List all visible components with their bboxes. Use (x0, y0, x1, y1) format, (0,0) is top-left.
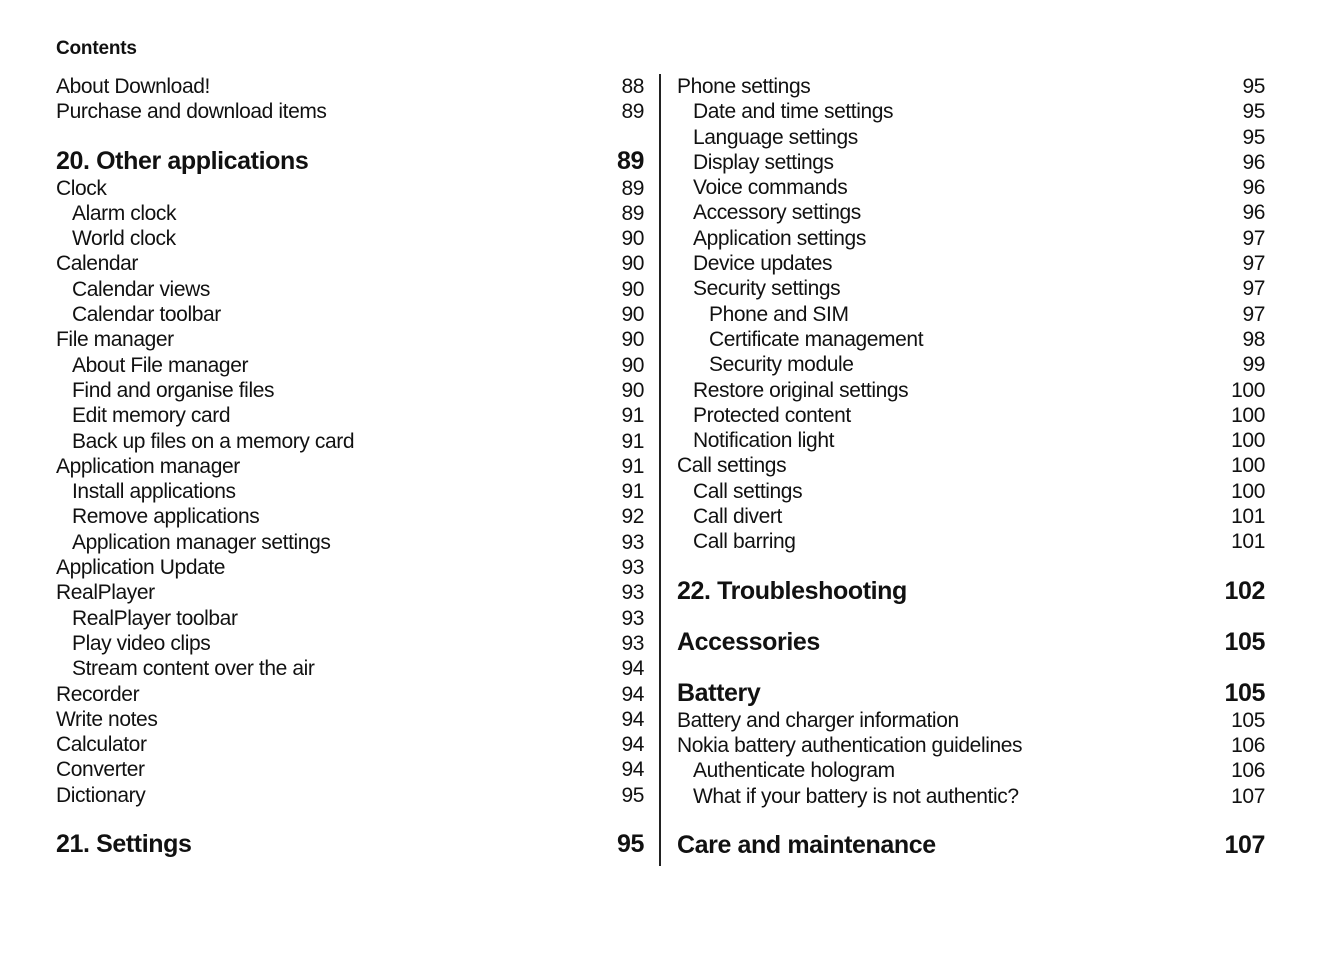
toc-entry-what-if-your-battery-is-not-authentic[interactable] (677, 784, 1265, 809)
toc-entry-calendar-views[interactable] (56, 277, 644, 302)
toc-page-number: 105 (1224, 627, 1265, 656)
toc-entry-title: About Download! (56, 75, 210, 98)
toc-entry-calculator[interactable] (56, 732, 644, 757)
toc-entry-battery-and-charger-information[interactable] (677, 708, 1265, 733)
toc-section-heading-accessories[interactable] (677, 627, 1265, 657)
toc-entry-title: Write notes (56, 707, 158, 731)
toc-page-number: 97 (1242, 252, 1265, 276)
toc-entry-title: Restore original settings (693, 378, 909, 402)
toc-page-number: 106 (1231, 733, 1265, 757)
toc-entry-purchase-and-download-items[interactable] (56, 99, 644, 124)
toc-entry-title: Phone and SIM (709, 302, 849, 326)
toc-page-number: 101 (1231, 505, 1265, 529)
toc-entry-alarm-clock[interactable] (56, 201, 644, 226)
toc-entry-title: Call settings (693, 479, 803, 503)
toc-entry-recorder[interactable] (56, 682, 644, 707)
toc-entry-title: Back up files on a memory card (72, 429, 355, 453)
toc-entry-call-settings[interactable] (677, 453, 1265, 478)
toc-page-number: 96 (1242, 150, 1265, 174)
toc-entry-title: Calendar toolbar (72, 303, 221, 327)
toc-entry-title: Protected content (693, 403, 851, 427)
toc-entry-title: World clock (72, 227, 176, 251)
toc-entry-title: Calculator (56, 733, 147, 757)
toc-page-number: 90 (621, 227, 644, 251)
toc-section-heading-21-settings[interactable] (56, 829, 644, 859)
toc-entry-application-update[interactable] (56, 555, 644, 580)
toc-page-number: 97 (1242, 277, 1265, 301)
toc-entry-title: Notification light (693, 429, 835, 453)
toc-entry-title: Call divert (693, 505, 782, 529)
toc-entry-title: Phone settings (677, 75, 811, 98)
toc-entry-back-up-files-on-a-memory-card[interactable] (56, 429, 644, 454)
toc-entry-play-video-clips[interactable] (56, 631, 644, 656)
page-header-title: Contents (56, 38, 137, 59)
toc-entry-title: Dictionary (56, 783, 146, 807)
toc-entry-title: Certificate management (709, 327, 924, 351)
toc-page-number: 107 (1224, 830, 1265, 859)
toc-entry-calendar[interactable] (56, 251, 644, 276)
toc-entry-title: RealPlayer toolbar (72, 606, 238, 630)
toc-page-number: 90 (621, 378, 644, 402)
toc-page-number: 90 (621, 353, 644, 377)
toc-entry-title: Device updates (693, 252, 833, 276)
toc-left-column (56, 74, 644, 859)
toc-entry-about-download[interactable] (56, 74, 644, 99)
toc-entry-security-settings[interactable] (677, 276, 1265, 301)
toc-entry-about-file-manager[interactable] (56, 353, 644, 378)
toc-page-number: 93 (621, 606, 644, 630)
toc-page-number: 97 (1242, 226, 1265, 250)
toc-page-number: 91 (621, 454, 644, 478)
toc-entry-display-settings[interactable] (677, 150, 1265, 175)
toc-page-number: 105 (1231, 708, 1265, 732)
toc-entry-title: Call settings (677, 454, 787, 478)
toc-entry-title: What if your battery is not authentic? (693, 784, 1019, 808)
toc-page-number: 93 (621, 631, 644, 655)
toc-page-number: 101 (1231, 530, 1265, 554)
toc-entry-title: Stream content over the air (72, 657, 315, 681)
toc-entry-title: Accessory settings (693, 201, 861, 225)
toc-entry-application-settings[interactable] (677, 226, 1265, 251)
toc-page-number: 100 (1231, 378, 1265, 402)
toc-entry-security-module[interactable] (677, 352, 1265, 377)
toc-entry-world-clock[interactable] (56, 226, 644, 251)
toc-page-number: 91 (621, 429, 644, 453)
toc-page-number: 100 (1231, 479, 1265, 503)
toc-entry-accessory-settings[interactable] (677, 200, 1265, 225)
toc-entry-title: Calendar (56, 252, 139, 276)
toc-page-number: 89 (621, 176, 644, 200)
toc-page-number: 93 (621, 530, 644, 554)
toc-entry-find-and-organise-files[interactable] (56, 378, 644, 403)
toc-entry-edit-memory-card[interactable] (56, 403, 644, 428)
toc-entry-phone-and-sim[interactable] (677, 302, 1265, 327)
toc-entry-authenticate-hologram[interactable] (677, 758, 1265, 783)
toc-page-number: 96 (1242, 201, 1265, 225)
toc-entry-restore-original-settings[interactable] (677, 378, 1265, 403)
toc-entry-application-manager-settings[interactable] (56, 530, 644, 555)
toc-page-number: 91 (621, 404, 644, 428)
toc-page-number: 90 (621, 328, 644, 352)
toc-section-heading-care-and-maintenance[interactable] (677, 830, 1265, 860)
toc-page-number: 94 (621, 733, 644, 757)
toc-right-column (677, 74, 1265, 860)
toc-page-number: 102 (1224, 576, 1265, 605)
column-divider (659, 74, 661, 866)
toc-entry-call-settings[interactable] (677, 479, 1265, 504)
toc-page-number: 90 (621, 252, 644, 276)
toc-entry-title: Play video clips (72, 631, 211, 655)
toc-entry-protected-content[interactable] (677, 403, 1265, 428)
toc-entry-title: Remove applications (72, 505, 260, 529)
toc-page-number: 100 (1231, 454, 1265, 478)
toc-entry-title: Battery (677, 678, 761, 707)
toc-entry-title: Edit memory card (72, 404, 231, 428)
toc-entry-title: 21. Settings (56, 830, 192, 859)
toc-entry-notification-light[interactable] (677, 428, 1265, 453)
toc-entry-title: Care and maintenance (677, 830, 936, 859)
toc-page-number: 106 (1231, 759, 1265, 783)
toc-entry-application-manager[interactable] (56, 454, 644, 479)
toc-entry-title: Language settings (693, 125, 858, 149)
toc-page-number: 91 (621, 480, 644, 504)
toc-page-number: 95 (1242, 100, 1265, 124)
toc-entry-title: Alarm clock (72, 201, 177, 225)
toc-entry-title: Display settings (693, 150, 834, 174)
toc-page-number: 100 (1231, 403, 1265, 427)
toc-entry-stream-content-over-the-air[interactable] (56, 656, 644, 681)
toc-entry-realplayer-toolbar[interactable] (56, 606, 644, 631)
toc-entry-title: About File manager (72, 353, 249, 377)
toc-page-number: 105 (1224, 678, 1265, 707)
toc-entry-title: Call barring (693, 530, 796, 554)
toc-entry-phone-settings[interactable] (677, 74, 1265, 99)
toc-page-number: 95 (616, 830, 644, 859)
toc-page-number: 88 (621, 75, 644, 98)
toc-entry-title: Calendar views (72, 277, 210, 301)
toc-entry-title: Security settings (693, 277, 841, 301)
toc-entry-dictionary[interactable] (56, 783, 644, 808)
toc-entry-title: File manager (56, 328, 174, 352)
toc-entry-title: Purchase and download items (56, 100, 327, 124)
toc-entry-title: Authenticate hologram (693, 759, 895, 783)
toc-entry-voice-commands[interactable] (677, 175, 1265, 200)
toc-page-number: 93 (621, 556, 644, 580)
toc-page-number: 89 (621, 201, 644, 225)
toc-page-number: 95 (1242, 125, 1265, 149)
toc-entry-title: Clock (56, 176, 107, 200)
toc-entry-remove-applications[interactable] (56, 504, 644, 529)
toc-entry-title: Application manager settings (72, 530, 331, 554)
toc-entry-install-applications[interactable] (56, 479, 644, 504)
toc-page-number: 98 (1242, 327, 1265, 351)
toc-page-number: 100 (1231, 429, 1265, 453)
toc-section-heading-battery[interactable] (677, 678, 1265, 708)
toc-entry-call-barring[interactable] (677, 529, 1265, 554)
toc-page-number: 94 (621, 707, 644, 731)
toc-entry-title: Voice commands (693, 176, 848, 200)
toc-entry-language-settings[interactable] (677, 125, 1265, 150)
toc-entry-title: Install applications (72, 480, 236, 504)
toc-page-number: 97 (1242, 302, 1265, 326)
toc-entry-title: 22. Troubleshooting (677, 576, 907, 605)
toc-entry-title: Battery and charger information (677, 708, 959, 732)
toc-entry-certificate-management[interactable] (677, 327, 1265, 352)
toc-entry-title: Security module (709, 353, 854, 377)
toc-entry-title: Application settings (693, 226, 866, 250)
toc-page-number: 95 (1242, 75, 1265, 98)
toc-entry-title: Application Update (56, 556, 226, 580)
toc-entry-converter[interactable] (56, 757, 644, 782)
toc-entry-title: Converter (56, 758, 145, 782)
toc-page-number: 90 (621, 303, 644, 327)
toc-section-heading-20-other-applications[interactable] (56, 146, 644, 176)
toc-entry-title: Date and time settings (693, 100, 894, 124)
toc-entry-title: Nokia battery authentication guidelines (677, 733, 1023, 757)
toc-entry-nokia-battery-authentication-guidelines[interactable] (677, 733, 1265, 758)
toc-entry-write-notes[interactable] (56, 707, 644, 732)
toc-entry-clock[interactable] (56, 176, 644, 201)
toc-page-number: 107 (1231, 784, 1265, 808)
toc-entry-title: RealPlayer (56, 581, 155, 605)
toc-entry-calendar-toolbar[interactable] (56, 302, 644, 327)
toc-page-number: 94 (621, 682, 644, 706)
toc-entry-title: 20. Other applications (56, 146, 309, 175)
toc-entry-device-updates[interactable] (677, 251, 1265, 276)
toc-page-number: 94 (621, 657, 644, 681)
toc-page-number: 99 (1242, 353, 1265, 377)
toc-entry-title: Accessories (677, 627, 820, 656)
toc-entry-date-and-time-settings[interactable] (677, 99, 1265, 124)
toc-page-number: 89 (621, 100, 644, 124)
toc-page-number: 90 (621, 277, 644, 301)
toc-page-number: 94 (621, 758, 644, 782)
toc-section-heading-22-troubleshooting[interactable] (677, 576, 1265, 606)
toc-entry-call-divert[interactable] (677, 504, 1265, 529)
toc-entry-title: Application manager (56, 454, 240, 478)
toc-page-number: 95 (621, 783, 644, 807)
toc-page-number: 96 (1242, 176, 1265, 200)
toc-page-number: 92 (621, 505, 644, 529)
toc-entry-file-manager[interactable] (56, 327, 644, 352)
toc-page-number: 89 (616, 146, 644, 175)
toc-page-number: 93 (621, 581, 644, 605)
toc-entry-realplayer[interactable] (56, 580, 644, 605)
toc-entry-title: Find and organise files (72, 378, 275, 402)
toc-entry-title: Recorder (56, 682, 140, 706)
